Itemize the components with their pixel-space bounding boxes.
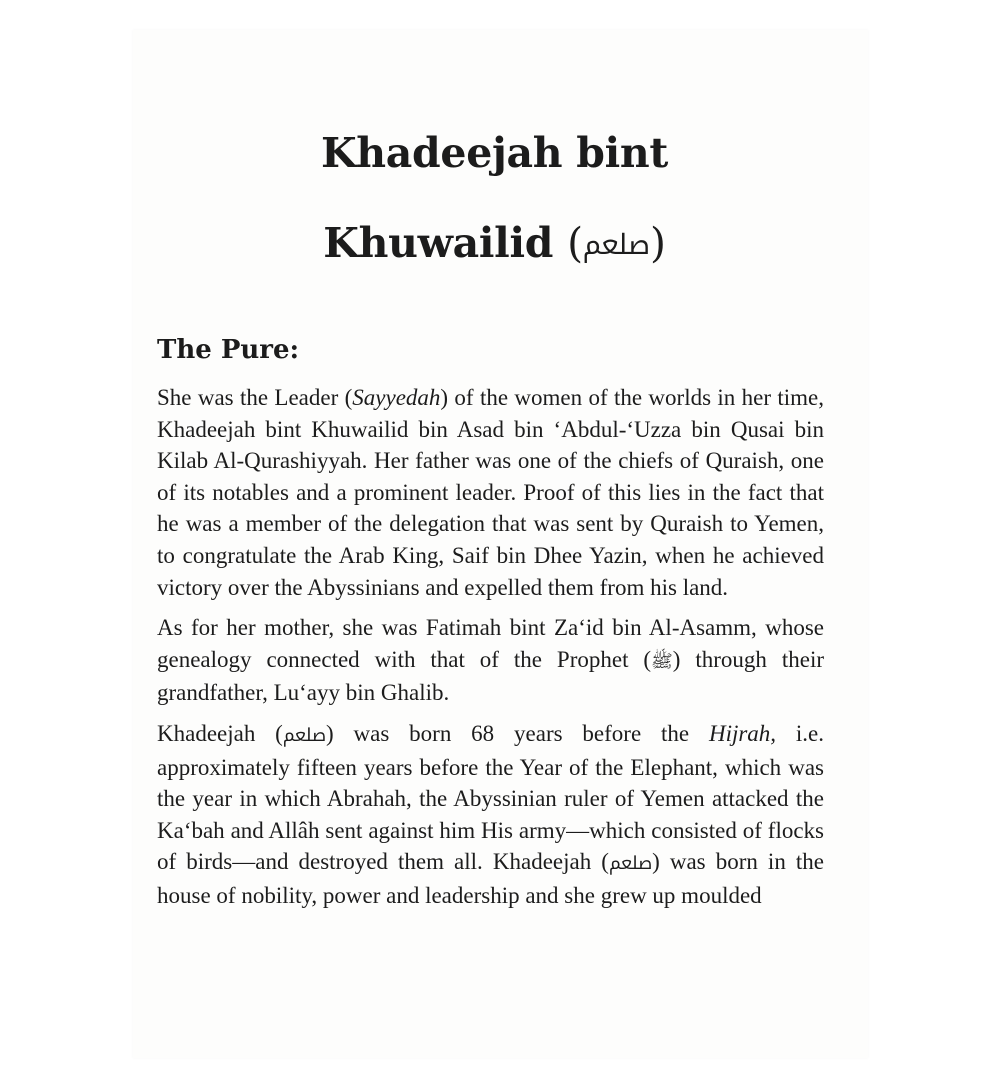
paragraph-1 [157,382,824,603]
p3-text-d: i.e. approximately fifteen years before the Year of the Elephant, which was the year in which Abrahah, the Abyssinian ruler of Yemen attacked the Ka‘bah and Allâh sent against him His army—which consisted of flocks of birds—and destroyed them all. Khadeejah ( [157,720,824,875]
p1-italic: Sayyedah [352,385,441,410]
p3-text-a: Khadeejah ( [157,720,283,746]
p3-italic: Hijrah, [708,720,777,746]
paragraph-3 [157,718,824,912]
radiallahu-anha-icon: ﷵ [582,228,650,261]
p2-text-b: ) through their grandfather, Lu‘ayy bin Ghalib. [157,646,824,706]
salallahu-alayhi-wasallam-icon: ﷺ [651,650,673,672]
title-line-1: Khadeejah bint [320,129,669,177]
p1-text-a: She was the Leader ( [157,385,353,410]
p1-text-c: ) of the women of the worlds in her time, Khadeejah bint Khuwailid bin Asad bin ‘Abdul-‘Uzza bin Qusai bin Kilab Al-Qurashiyyah. Her father was one of the chiefs of Quraish, one of its notables and a prominent leader. Proof of this lies in the fact that he was a member of the delegation that was sent by Quraish to Yemen, to congratulate the Arab King, Saif bin Dhee Yazin, when he achieved victory over the Abyssinians and expelled them from his land. [157,385,824,600]
page-content [157,108,824,912]
honorific [567,219,666,267]
radiallahu-anha-icon: ﷵ [608,853,653,875]
honorific-open: ( [567,219,583,267]
radiallahu-anha-icon: ﷵ [282,724,327,746]
p3-text-b: ) was born 68 years before the [326,720,709,746]
section-heading: The Pure: [157,335,300,365]
p3-text-e: ) was born in the house of nobility, power and leadership and she grew up moulded [157,849,824,908]
p2-text-a: As for her mother, she was Fatimah bint Za‘id bin Al-Asamm, whose genealogy connected with that of the Prophet ( [157,615,824,672]
title-line-2 [165,198,824,290]
chapter-title [157,108,824,290]
honorific-close: ) [649,219,666,267]
paragraph-2 [157,612,824,709]
title-name: Khuwailid [323,219,554,267]
